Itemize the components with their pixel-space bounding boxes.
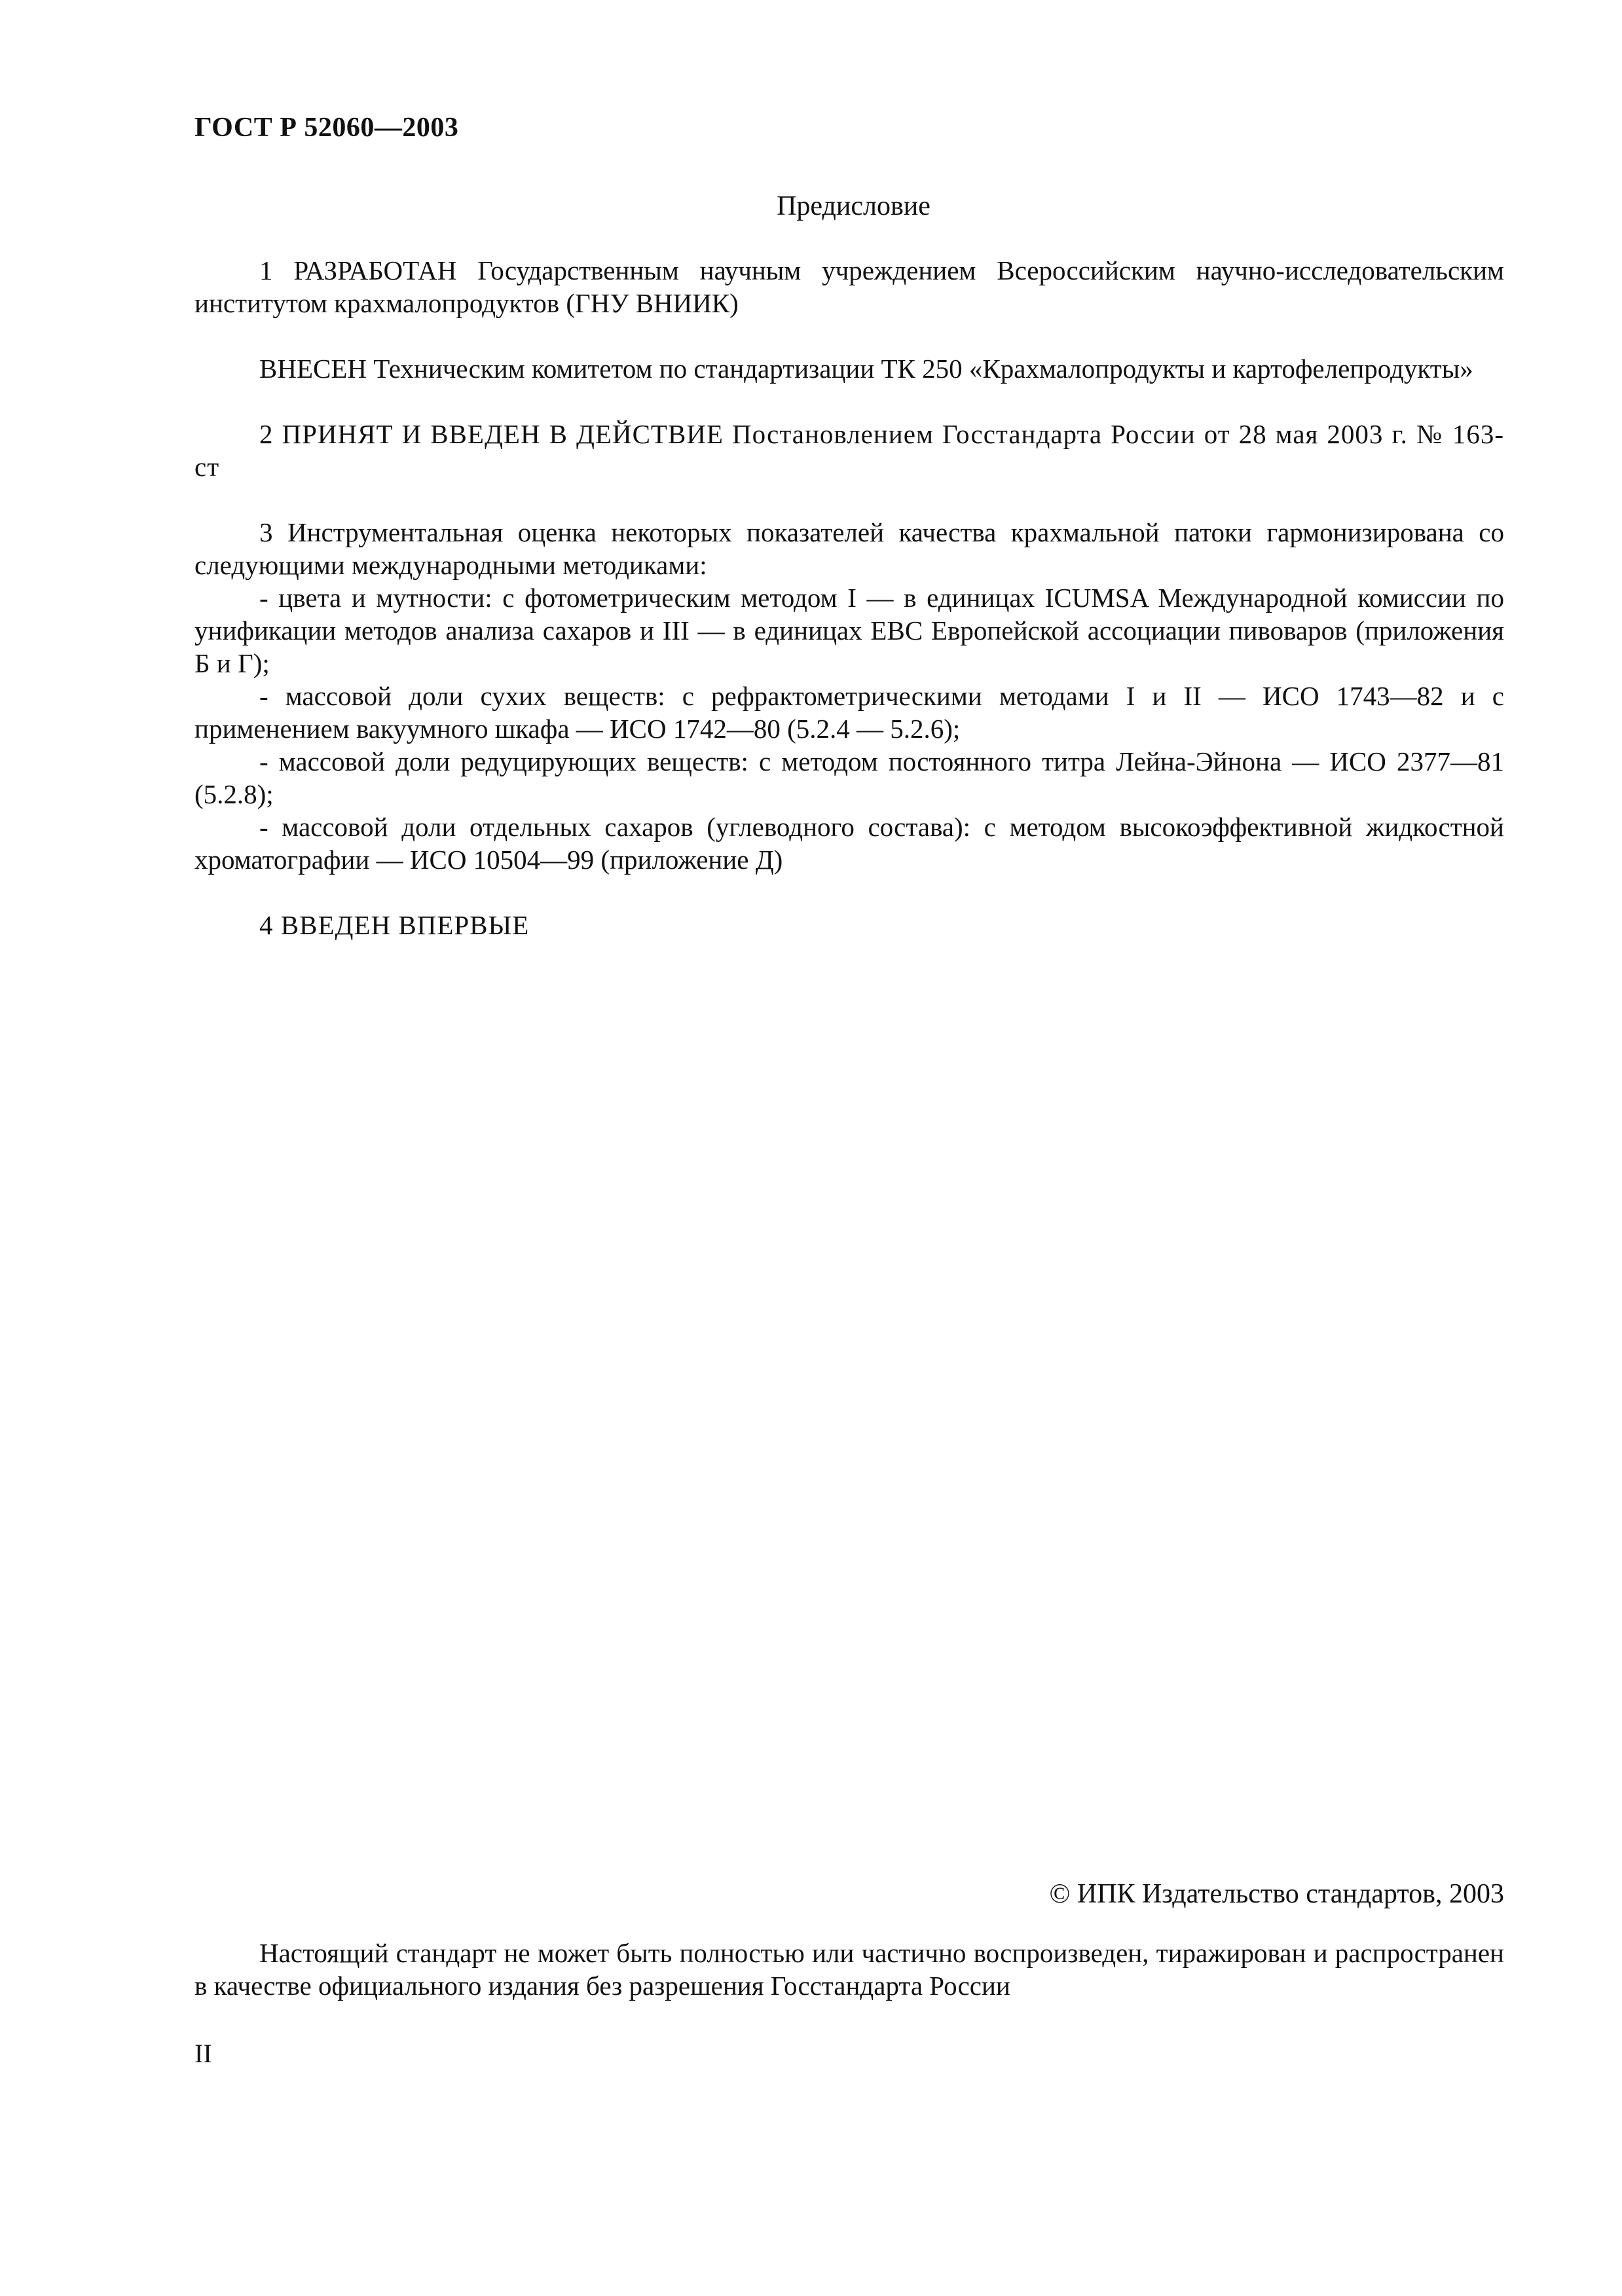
page-number: II — [194, 2039, 212, 2068]
paragraph-first-introduced: 4 ВВЕДЕН ВПЕРВЫЕ — [259, 910, 530, 940]
copyright-line: © ИПК Издательство стандартов, 2003 — [1049, 1879, 1504, 1909]
list-item: - массовой доли редуцирующих веществ: с методом постоянного титра Лейна-Эйнона — ИСО 2377—81 (5.2.8); — [194, 746, 1504, 809]
list-item: - массовой доли сухих веществ: с рефрактометрическими методами I и II — ИСО 1743—82 и с применением вакуумного шкафа — ИСО 1742—80 (5.2.4 — 5.2.6); — [194, 681, 1504, 744]
paragraph-submitted: ВНЕСЕН Техническим комитетом по стандартизации ТК 250 «Крахмалопродукты и картофелепродукты» — [259, 354, 1473, 384]
paragraph-developed: 1 РАЗРАБОТАН Государственным научным учреждением Всероссийским научно-исследовательским институтом крахмалопродуктов (ГНУ ВНИИК) — [194, 255, 1504, 318]
paragraph-harmonized: 3 Инструментальная оценка некоторых показателей качества крахмальной патоки гармонизирована со следующими международными методиками: — [194, 517, 1504, 580]
list-item: - цвета и мутности: с фотометрическим методом I — в единицах ICUMSA Международной комиссии по унификации методов анализа сахаров и III — в единицах ЕВС Европейской ассоциации пивоваров (приложения Б и Г); — [194, 583, 1504, 678]
paragraph-adopted: 2 ПРИНЯТ И ВВЕДЕН В ДЕЙСТВИЕ Постановлением Госстандарта России от 28 мая 2003 г. № 163-ст — [194, 419, 1504, 482]
list-item: - массовой доли отдельных сахаров (углеводного состава): с методом высокоэффективной жидкостной хроматографии — ИСО 10504—99 (приложение Д) — [194, 812, 1504, 875]
preface-body — [194, 254, 1504, 941]
document-code: ГОСТ Р 52060—2003 — [194, 113, 459, 143]
reproduction-notice: Настоящий стандарт не может быть полностью или частично воспроизведен, тиражирован и распространен в качестве официального издания без разрешения Госстандарта России — [194, 1938, 1504, 2001]
preface-title: Предисловие — [777, 191, 931, 221]
